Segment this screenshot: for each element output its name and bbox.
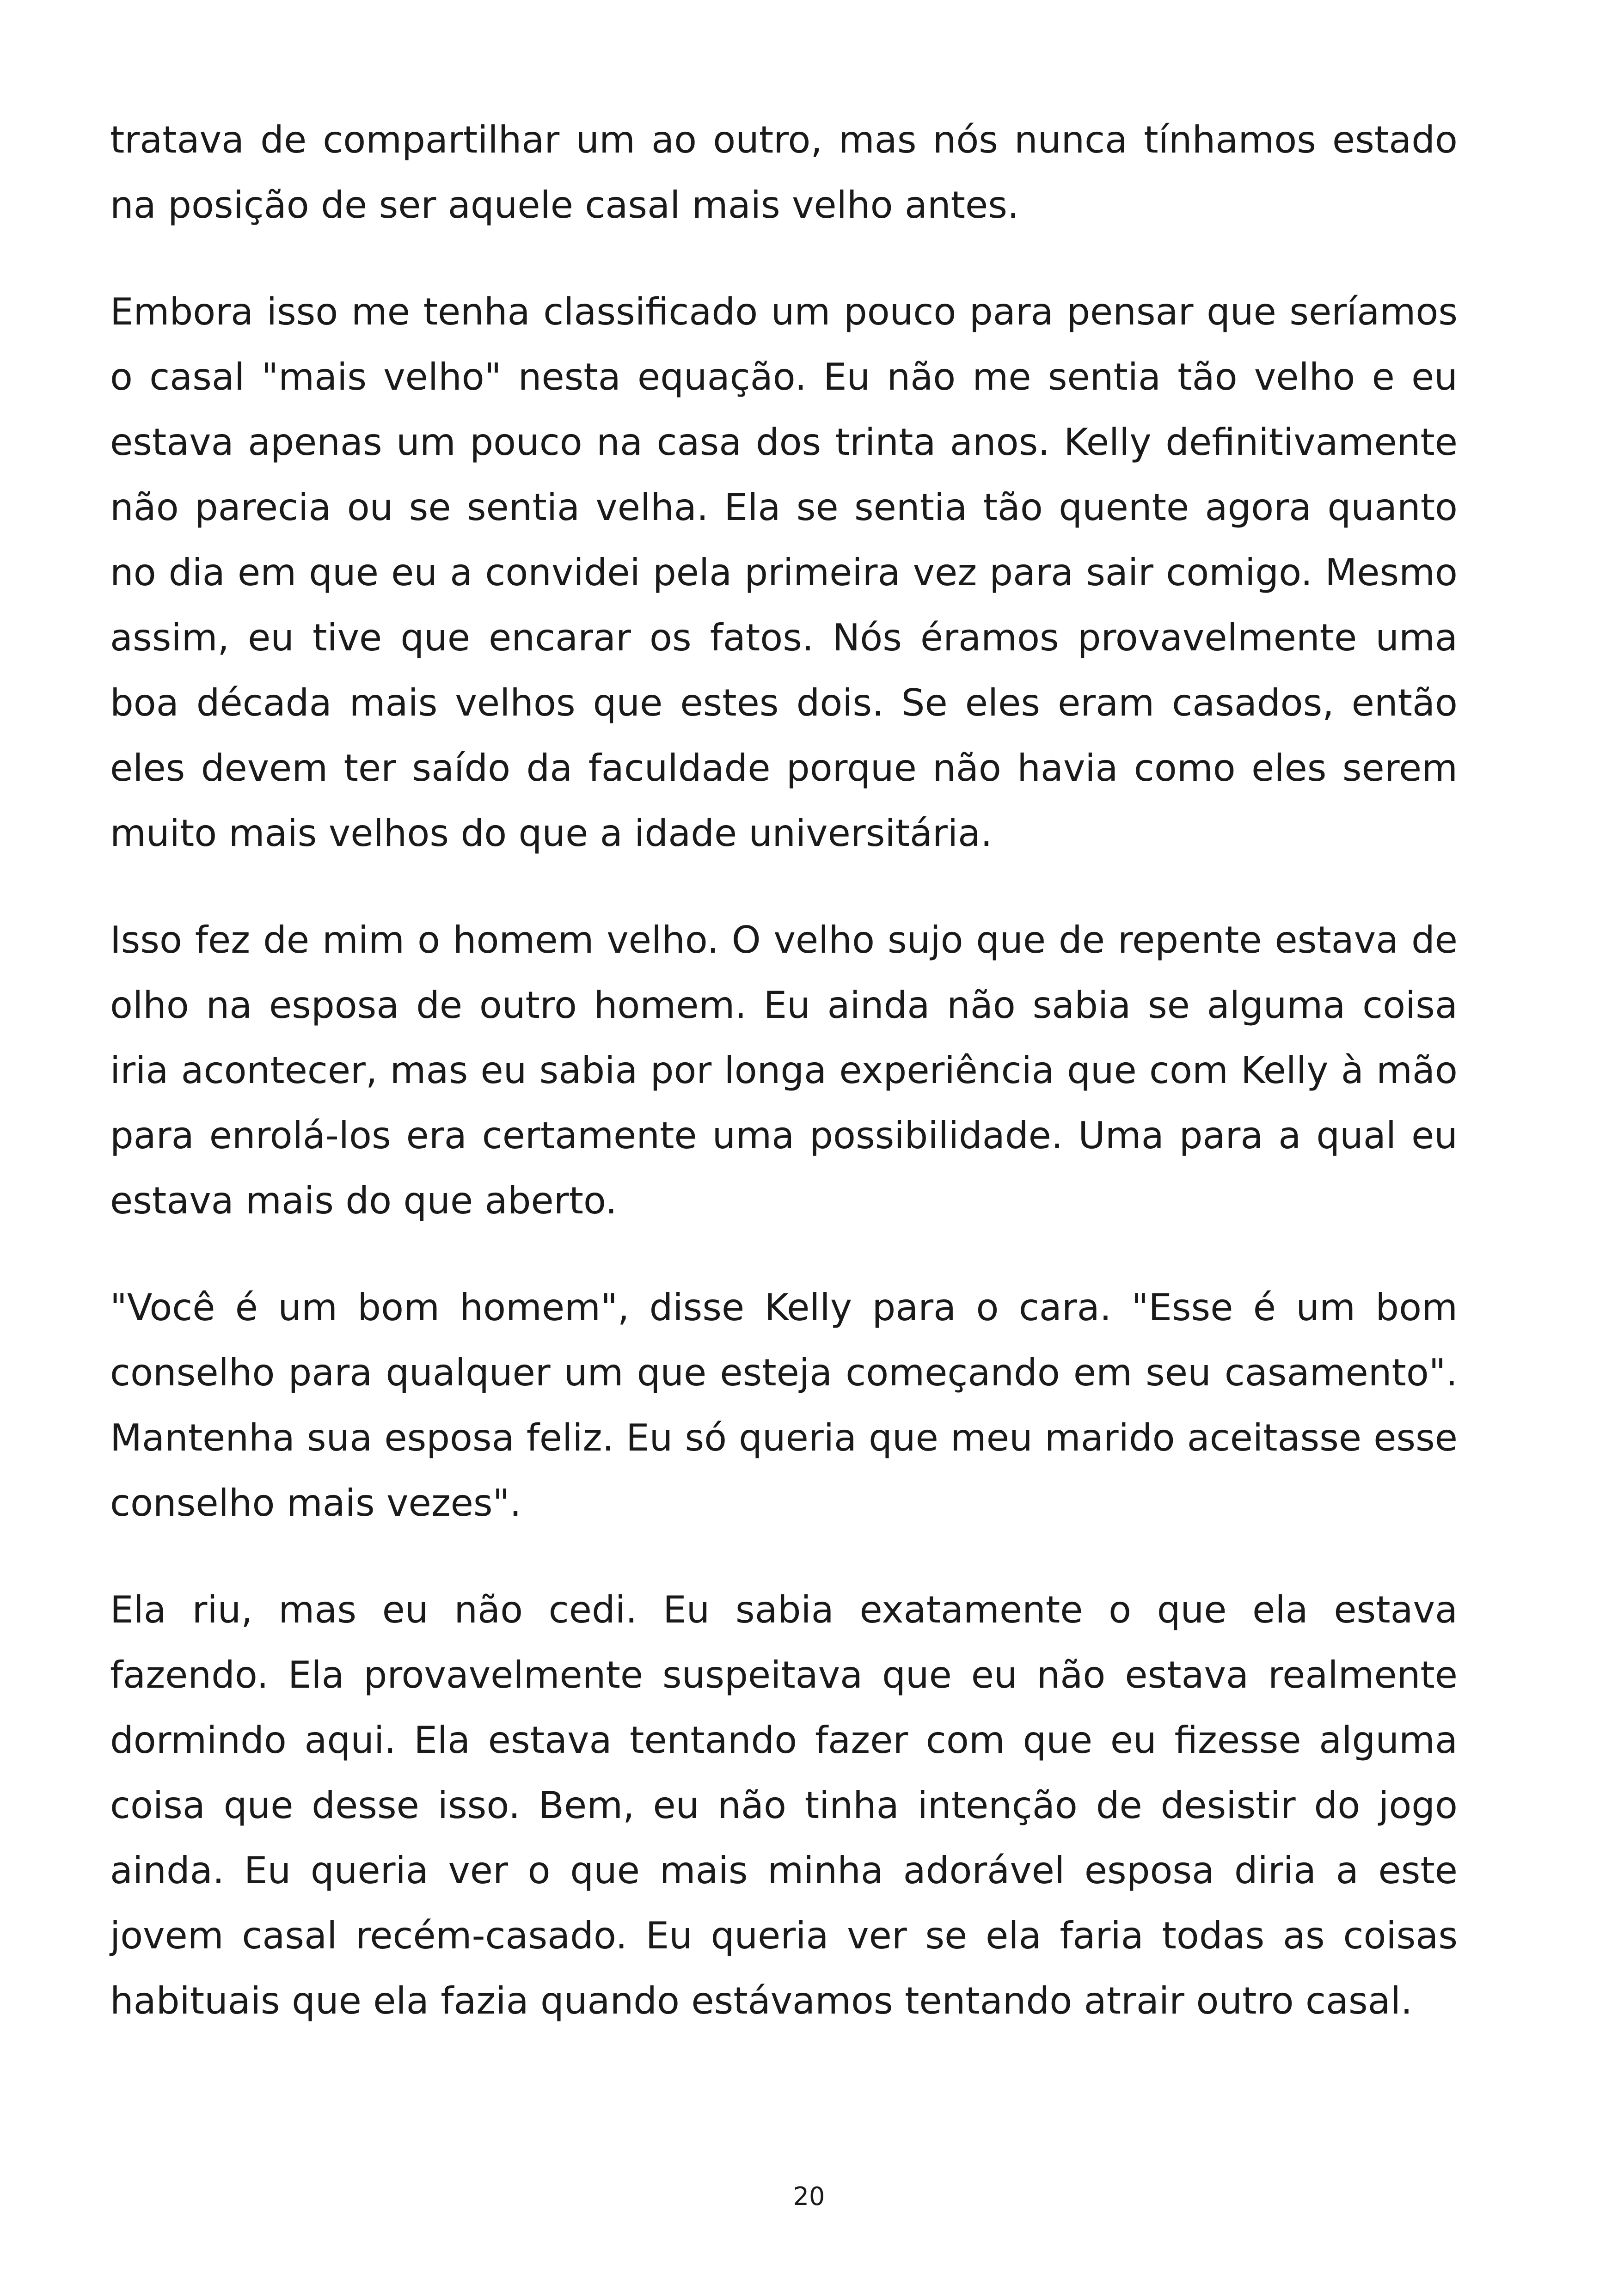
page-number: 20 [793,2182,825,2211]
paragraph-5: Ela riu, mas eu não cedi. Eu sabia exatamente o que ela estava fazendo. Ela provavelmente suspeitava que eu não estava realmente dormindo aqui. Ela estava tentando fazer com que eu fizesse alguma coisa que desse isso. Bem, eu não tinha intenção de desistir do jogo ainda. Eu queria ver o que mais minha adorável esposa diria a este jovem casal recém-casado. Eu queria ver se ela faria todas as coisas habituais que ela fazia quando estávamos tentando atrair outro casal. [110,1588,1458,2022]
body-text [110,107,1458,2075]
paragraph-3: Isso fez de mim o homem velho. O velho sujo que de repente estava de olho na esposa de outro homem. Eu ainda não sabia se alguma coisa iria acontecer, mas eu sabia por longa experiência que com Kelly à mão para enrolá-los era certamente uma possibilidade. Uma para a qual eu estava mais do que aberto. [110,918,1458,1222]
paragraph-4: "Você é um bom homem", disse Kelly para o cara. "Esse é um bom conselho para qualquer um que esteja começando em seu casamento". Mantenha sua esposa feliz. Eu só queria que meu marido aceitasse esse conselho mais vezes". [110,1286,1458,1525]
paragraph-2: Embora isso me tenha classificado um pouco para pensar que seríamos o casal "mais velho" nesta equação. Eu não me sentia tão velho e eu estava apenas um pouco na casa dos trinta anos. Kelly definitivamente não parecia ou se sentia velha. Ela se sentia tão quente agora quanto no dia em que eu a convidei pela primeira vez para sair comigo. Mesmo assim, eu tive que encarar os fatos. Nós éramos provavelmente uma boa década mais velhos que estes dois. Se eles eram casados, então eles devem ter saído da faculdade porque não havia como eles serem muito mais velhos do que a idade universitária. [110,290,1458,855]
paragraph-1: tratava de compartilhar um ao outro, mas nós nunca tínhamos estado na posição de ser aquele casal mais velho antes. [110,118,1458,227]
